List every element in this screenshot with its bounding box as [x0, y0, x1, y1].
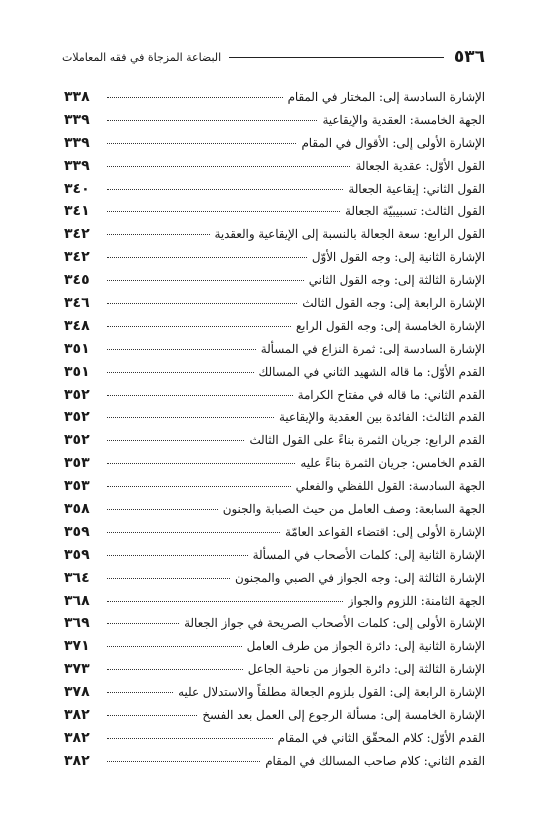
toc-entry: [64, 521, 485, 544]
toc-entry-page-number: ٣٤٨: [64, 317, 90, 334]
toc-entry-title: القول الرابع: سعة الجعالة بالنسبة إلى الإيقاعية والعقدية: [214, 227, 485, 242]
toc-dot-leader: [107, 692, 173, 693]
toc-entry: [64, 475, 485, 498]
toc-dot-leader: [107, 234, 210, 235]
toc-entry-page-number: ٣٤٢: [64, 249, 90, 266]
toc-entry: [64, 246, 485, 269]
toc-entry-title: الجهة الخامسة: العقدية والإيقاعية: [322, 112, 485, 127]
toc-dot-leader: [107, 372, 254, 373]
toc-entry-title: القدم الرابع: جريان الثمرة بناءً على القول الثالث: [249, 433, 485, 448]
toc-entry: [64, 590, 485, 613]
table-of-contents: [64, 86, 485, 773]
toc-entry-page-number: ٣٤٥: [64, 272, 90, 289]
toc-entry: [64, 704, 485, 727]
toc-entry-title: الإشارة الثالثة إلى: وجه الجواز في الصبي والمجنون: [235, 570, 485, 585]
toc-entry: [64, 109, 485, 132]
toc-entry-title: القدم الأوّل: ما قاله الشهيد الثاني في المسالك: [258, 364, 485, 379]
toc-dot-leader: [107, 715, 197, 716]
toc-entry-page-number: ٣٦٨: [64, 592, 90, 609]
toc-entry-page-number: ٣٥٢: [64, 386, 90, 403]
toc-dot-leader: [107, 761, 260, 762]
toc-dot-leader: [107, 555, 248, 556]
toc-entry-page-number: ٣٤٠: [64, 180, 90, 197]
toc-entry-title: الإشارة الأولى إلى: الأقوال في المقام: [301, 135, 485, 150]
toc-entry-page-number: ٣٦٩: [64, 615, 90, 632]
toc-entry: [64, 269, 485, 292]
toc-dot-leader: [107, 189, 343, 190]
toc-entry-page-number: ٣٥٩: [64, 546, 90, 563]
toc-entry: [64, 155, 485, 178]
toc-dot-leader: [107, 623, 179, 624]
toc-entry-page-number: ٣٥٣: [64, 455, 90, 472]
toc-entry-title: الإشارة الأولى إلى: كلمات الأصحاب الصريحة في جواز الجعالة: [184, 616, 485, 631]
toc-entry-page-number: ٣٨٢: [64, 707, 90, 724]
toc-dot-leader: [107, 120, 317, 121]
toc-entry-page-number: ٣٧٣: [64, 661, 90, 678]
toc-entry-title: الإشارة الثانية إلى: كلمات الأصحاب في المسألة: [252, 547, 485, 562]
toc-dot-leader: [107, 97, 283, 98]
toc-dot-leader: [107, 395, 293, 396]
toc-entry-title: القدم الأوّل: كلام المحقّق الثاني في المقام: [277, 730, 485, 745]
toc-dot-leader: [107, 669, 243, 670]
toc-entry-title: الإشارة الأولى إلى: اقتضاء القواعد العامّة: [284, 524, 485, 539]
toc-dot-leader: [107, 303, 297, 304]
toc-entry: [64, 727, 485, 750]
toc-entry: [64, 86, 485, 109]
toc-dot-leader: [107, 417, 274, 418]
toc-entry-title: القول الأوّل: عقدية الجعالة: [355, 158, 485, 173]
toc-entry-title: الإشارة الثالثة إلى: دائرة الجواز من ناحية الجاعل: [247, 662, 485, 677]
toc-entry-page-number: ٣٤٦: [64, 295, 90, 312]
book-title: البضاعة المزجاة في فقه المعاملات: [62, 50, 222, 64]
toc-dot-leader: [107, 211, 340, 212]
toc-entry: [64, 200, 485, 223]
toc-dot-leader: [107, 646, 242, 647]
toc-entry-title: الإشارة الثانية إلى: وجه القول الأوّل: [311, 250, 485, 265]
toc-entry: [64, 429, 485, 452]
toc-dot-leader: [107, 578, 230, 579]
toc-entry-page-number: ٣٤١: [64, 203, 90, 220]
toc-entry-title: الإشارة الثانية إلى: دائرة الجواز من طرف العامل: [246, 639, 485, 654]
toc-entry: [64, 567, 485, 590]
toc-entry: [64, 635, 485, 658]
toc-entry-title: الإشارة الخامسة إلى: مسألة الرجوع إلى العمل بعد الفسخ: [202, 708, 485, 723]
toc-entry-title: القول الثاني: إيقاعية الجعالة: [348, 181, 485, 196]
toc-entry-page-number: ٣٣٨: [64, 89, 90, 105]
toc-entry: [64, 178, 485, 201]
toc-entry-page-number: ٣٦٤: [64, 569, 90, 586]
toc-entry-title: الإشارة الثالثة إلى: وجه القول الثاني: [308, 273, 485, 288]
toc-dot-leader: [107, 463, 295, 464]
toc-entry: [64, 315, 485, 338]
page-header: [62, 46, 485, 68]
toc-entry: [64, 338, 485, 361]
toc-dot-leader: [107, 738, 273, 739]
header-divider: [229, 57, 444, 58]
toc-entry: [64, 361, 485, 384]
toc-entry-title: القدم الخامس: جريان الثمرة بناءً عليه: [300, 456, 485, 471]
toc-entry: [64, 452, 485, 475]
toc-entry-page-number: ٣٨٢: [64, 729, 90, 746]
toc-entry: [64, 384, 485, 407]
toc-entry-page-number: ٣٥٢: [64, 409, 90, 426]
toc-entry-title: القدم الثاني: كلام صاحب المسالك في المقام: [265, 753, 485, 768]
toc-entry: [64, 498, 485, 521]
toc-entry: [64, 681, 485, 704]
toc-entry: [64, 223, 485, 246]
toc-entry-page-number: ٣٥٨: [64, 501, 90, 518]
toc-entry-page-number: ٣٥٣: [64, 478, 90, 495]
toc-entry-page-number: ٣٥٢: [64, 432, 90, 449]
toc-entry-title: الجهة الثامنة: اللزوم والجواز: [347, 593, 485, 608]
toc-entry-title: الإشارة السادسة إلى: المختار في المقام: [287, 90, 485, 104]
toc-entry-title: الجهة السادسة: القول اللفظي والفعلي: [295, 479, 485, 494]
toc-dot-leader: [107, 257, 307, 258]
toc-entry-title: القول الثالث: تسبيبيّة الجعالة: [345, 204, 485, 219]
toc-entry-page-number: ٣٣٩: [64, 111, 90, 128]
toc-entry-title: القدم الثالث: الفائدة بين العقدية والإيقاعية: [279, 410, 485, 425]
toc-entry-title: الإشارة الرابعة إلى: وجه القول الثالث: [302, 296, 485, 311]
page-number: ٥٣٦: [453, 47, 485, 67]
toc-dot-leader: [107, 349, 256, 350]
toc-dot-leader: [107, 486, 291, 487]
toc-entry-title: الإشارة الخامسة إلى: وجه القول الرابع: [295, 318, 485, 333]
toc-entry-page-number: ٣٥١: [64, 340, 90, 357]
toc-entry-page-number: ٣٧١: [64, 638, 90, 655]
toc-entry: [64, 750, 485, 773]
toc-dot-leader: [107, 280, 304, 281]
toc-entry-page-number: ٣٣٩: [64, 134, 90, 151]
toc-entry-title: الإشارة السادسة إلى: ثمرة النزاع في المسألة: [260, 341, 485, 356]
toc-entry-page-number: ٣٣٩: [64, 157, 90, 174]
toc-entry-page-number: ٣٥٩: [64, 523, 90, 540]
toc-entry: [64, 292, 485, 315]
toc-entry: [64, 544, 485, 567]
toc-entry-title: الإشارة الرابعة إلى: القول بلزوم الجعالة مطلقاً والاستدلال عليه: [178, 685, 485, 700]
toc-entry-page-number: ٣٧٨: [64, 684, 90, 701]
toc-dot-leader: [107, 509, 218, 510]
toc-dot-leader: [107, 166, 350, 167]
toc-entry-title: القدم الثاني: ما قاله في مفتاح الكرامة: [297, 387, 485, 402]
toc-dot-leader: [107, 532, 280, 533]
toc-entry: [64, 612, 485, 635]
toc-entry-title: الجهة السابعة: وصف العامل من حيث الصبابة والجنون: [222, 502, 485, 517]
toc-dot-leader: [107, 143, 296, 144]
toc-entry: [64, 658, 485, 681]
toc-entry: [64, 132, 485, 155]
toc-dot-leader: [107, 601, 343, 602]
toc-dot-leader: [107, 440, 244, 441]
toc-entry: [64, 406, 485, 429]
toc-entry-page-number: ٣٨٢: [64, 752, 90, 769]
toc-entry-page-number: ٣٥١: [64, 363, 90, 380]
toc-dot-leader: [107, 326, 291, 327]
toc-entry-page-number: ٣٤٢: [64, 226, 90, 243]
